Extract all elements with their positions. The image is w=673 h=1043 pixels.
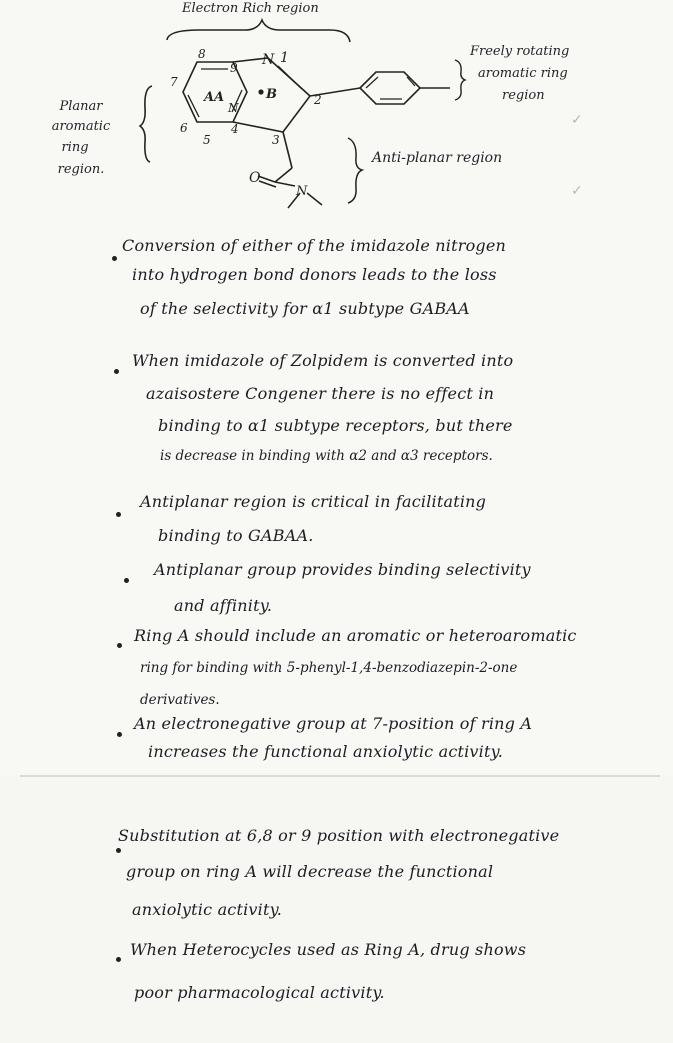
position-2: 2 <box>314 93 322 107</box>
bullet-marker <box>112 256 117 261</box>
position-3: 3 <box>272 133 280 147</box>
bullet-4-line-1: Antiplanar group provides binding selectivity <box>154 560 531 579</box>
bullet-2-line-1: When imidazole of Zolpidem is converted into <box>132 351 514 370</box>
planar-label-line2: aromatic <box>51 119 111 134</box>
bullet-1-line-3: of the selectivity for α1 subtype GABAA <box>140 299 470 318</box>
position-5: 5 <box>203 133 211 147</box>
bullet-7-line-1: Substitution at 6,8 or 9 position with electronegative <box>118 826 560 845</box>
bullet-7-line-2: group on ring A will decrease the functional <box>126 862 494 881</box>
freely-rotating-bracket <box>455 60 465 100</box>
bullet-2-line-3: binding to α1 subtype receptors, but there <box>158 416 513 435</box>
bullet-5-line-3: derivatives. <box>140 692 220 708</box>
anti-planar-label: Anti-planar region <box>372 150 503 166</box>
freely-rotating-label-line3: region <box>502 88 545 103</box>
bullet-3-line-2: binding to GABAA. <box>158 526 314 545</box>
page-divider <box>20 775 660 777</box>
electron-rich-brace <box>167 20 350 42</box>
atom-n4: N <box>228 101 239 115</box>
ring-b-label: B <box>266 87 277 102</box>
bullet-marker <box>116 512 121 517</box>
bullet-2-line-2: azaisostere Congener there is no effect in <box>146 384 495 403</box>
position-1: 1 <box>280 50 289 66</box>
bullet-marker <box>117 732 122 737</box>
electron-rich-label: Electron Rich region <box>182 1 319 16</box>
bullet-5-line-2: ring for binding with 5-phenyl-1,4-benzodiazepin-2-one <box>140 660 518 676</box>
bullet-1-line-1: Conversion of either of the imidazole nitrogen <box>122 236 507 255</box>
bullet-marker <box>117 643 122 648</box>
freely-rotating-label-line2: aromatic ring <box>478 66 568 81</box>
position-4: 4 <box>231 122 239 136</box>
bullet-6-line-1: An electronegative group at 7-position of ring A <box>134 714 533 733</box>
zolpidem-structure-diagram <box>0 0 673 230</box>
planar-label-line4: region. <box>57 162 105 177</box>
bullet-6-line-2: increases the functional anxiolytic activity. <box>148 742 504 761</box>
bullet-4-line-2: and affinity. <box>174 596 273 615</box>
antiplanar-bracket <box>348 138 362 203</box>
ring-a-label: A <box>204 90 215 105</box>
planar-label-line1: Planar <box>59 99 103 114</box>
atom-oxygen: O <box>249 170 261 186</box>
position-8: 8 <box>198 47 206 61</box>
bullet-marker <box>114 369 119 374</box>
bullet-3-line-1: Antiplanar region is critical in facilitating <box>140 492 487 511</box>
bullet-7-line-3: anxiolytic activity. <box>132 900 282 919</box>
svg-text:A: A <box>214 90 225 105</box>
position-6: 6 <box>180 121 188 135</box>
bullet-marker <box>116 957 121 962</box>
bullet-8-line-2: poor pharmacological activity. <box>134 983 385 1002</box>
position-7: 7 <box>170 75 178 89</box>
atom-amide-n: N <box>296 184 308 199</box>
bullet-8-line-1: When Heterocycles used as Ring A, drug shows <box>130 940 527 959</box>
position-9: 9 <box>230 61 238 75</box>
bullet-marker <box>116 848 121 853</box>
bullet-2-line-4: is decrease in binding with α2 and α3 receptors. <box>160 448 493 464</box>
bullet-1-line-2: into hydrogen bond donors leads to the loss <box>132 265 497 284</box>
bullet-5-line-1: Ring A should include an aromatic or heteroaromatic <box>134 626 577 645</box>
freely-rotating-label-line1: Freely rotating <box>470 44 570 59</box>
notebook-page-lower <box>0 775 673 1043</box>
check-mark-icon: ✓ <box>571 112 583 128</box>
planar-label-line3: ring <box>61 140 89 155</box>
planar-region-bracket <box>140 86 152 162</box>
atom-n1: N <box>262 52 275 68</box>
bullet-marker <box>124 578 129 583</box>
check-mark-icon: ✓ <box>571 183 583 199</box>
